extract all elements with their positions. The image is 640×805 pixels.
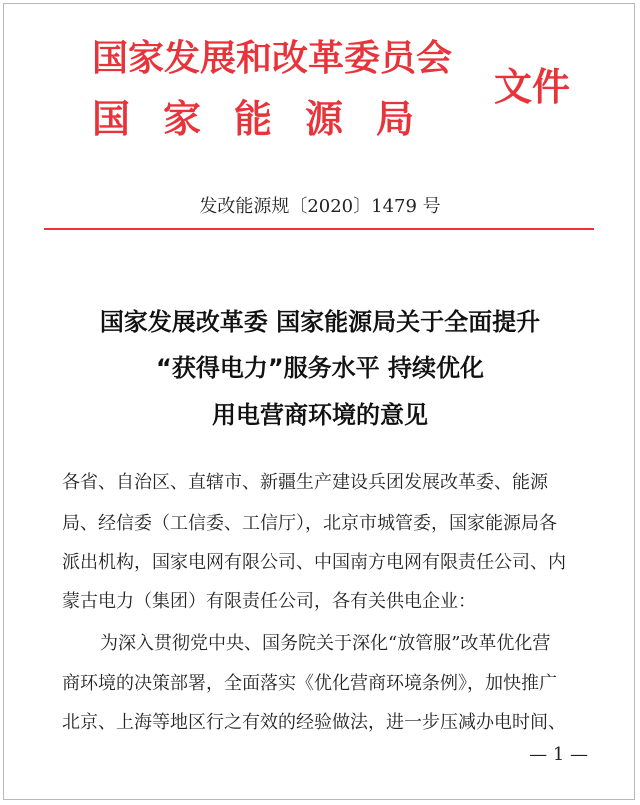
- title-line-2: “获得电力”服务水平 持续优化: [156, 354, 484, 382]
- body-text-line: 为深入贯彻党中央、国务院关于深化“放管服”改革优化营: [100, 633, 551, 654]
- document-number: 发改能源规〔2020〕1479 号: [199, 196, 441, 217]
- body-text-line: 商环境的决策部署，全面落实《优化营商环境条例》，加快推广: [62, 673, 557, 694]
- title-line-3: 用电营商环境的意见: [212, 401, 428, 429]
- page-number: — 1 —: [529, 744, 588, 765]
- document-page: [3, 3, 635, 800]
- body-text-line: 蒙古电力（集团）有限责任公司，各有关供电企业：: [62, 591, 476, 612]
- body-text-line: 局、经信委（工信委、工信厅），北京市城管委，国家能源局各: [62, 513, 557, 534]
- body-text-line: 各省、自治区、直辖市、新疆生产建设兵团发展改革委、能源: [62, 472, 548, 493]
- body-text-line: 北京、上海等地区行之有效的经验做法，进一步压减办电时间、: [62, 712, 566, 733]
- red-divider-line: [44, 228, 594, 230]
- body-text-line: 派出机构，国家电网有限公司、中国南方电网有限责任公司、内: [62, 552, 566, 573]
- file-label: 文件: [494, 64, 571, 109]
- title-line-1: 国家发展改革委 国家能源局关于全面提升: [99, 308, 541, 336]
- issuing-org-line-2: 国家能源局: [92, 96, 448, 141]
- issuing-org-line-1: 国家发展和改革委员会: [92, 37, 453, 79]
